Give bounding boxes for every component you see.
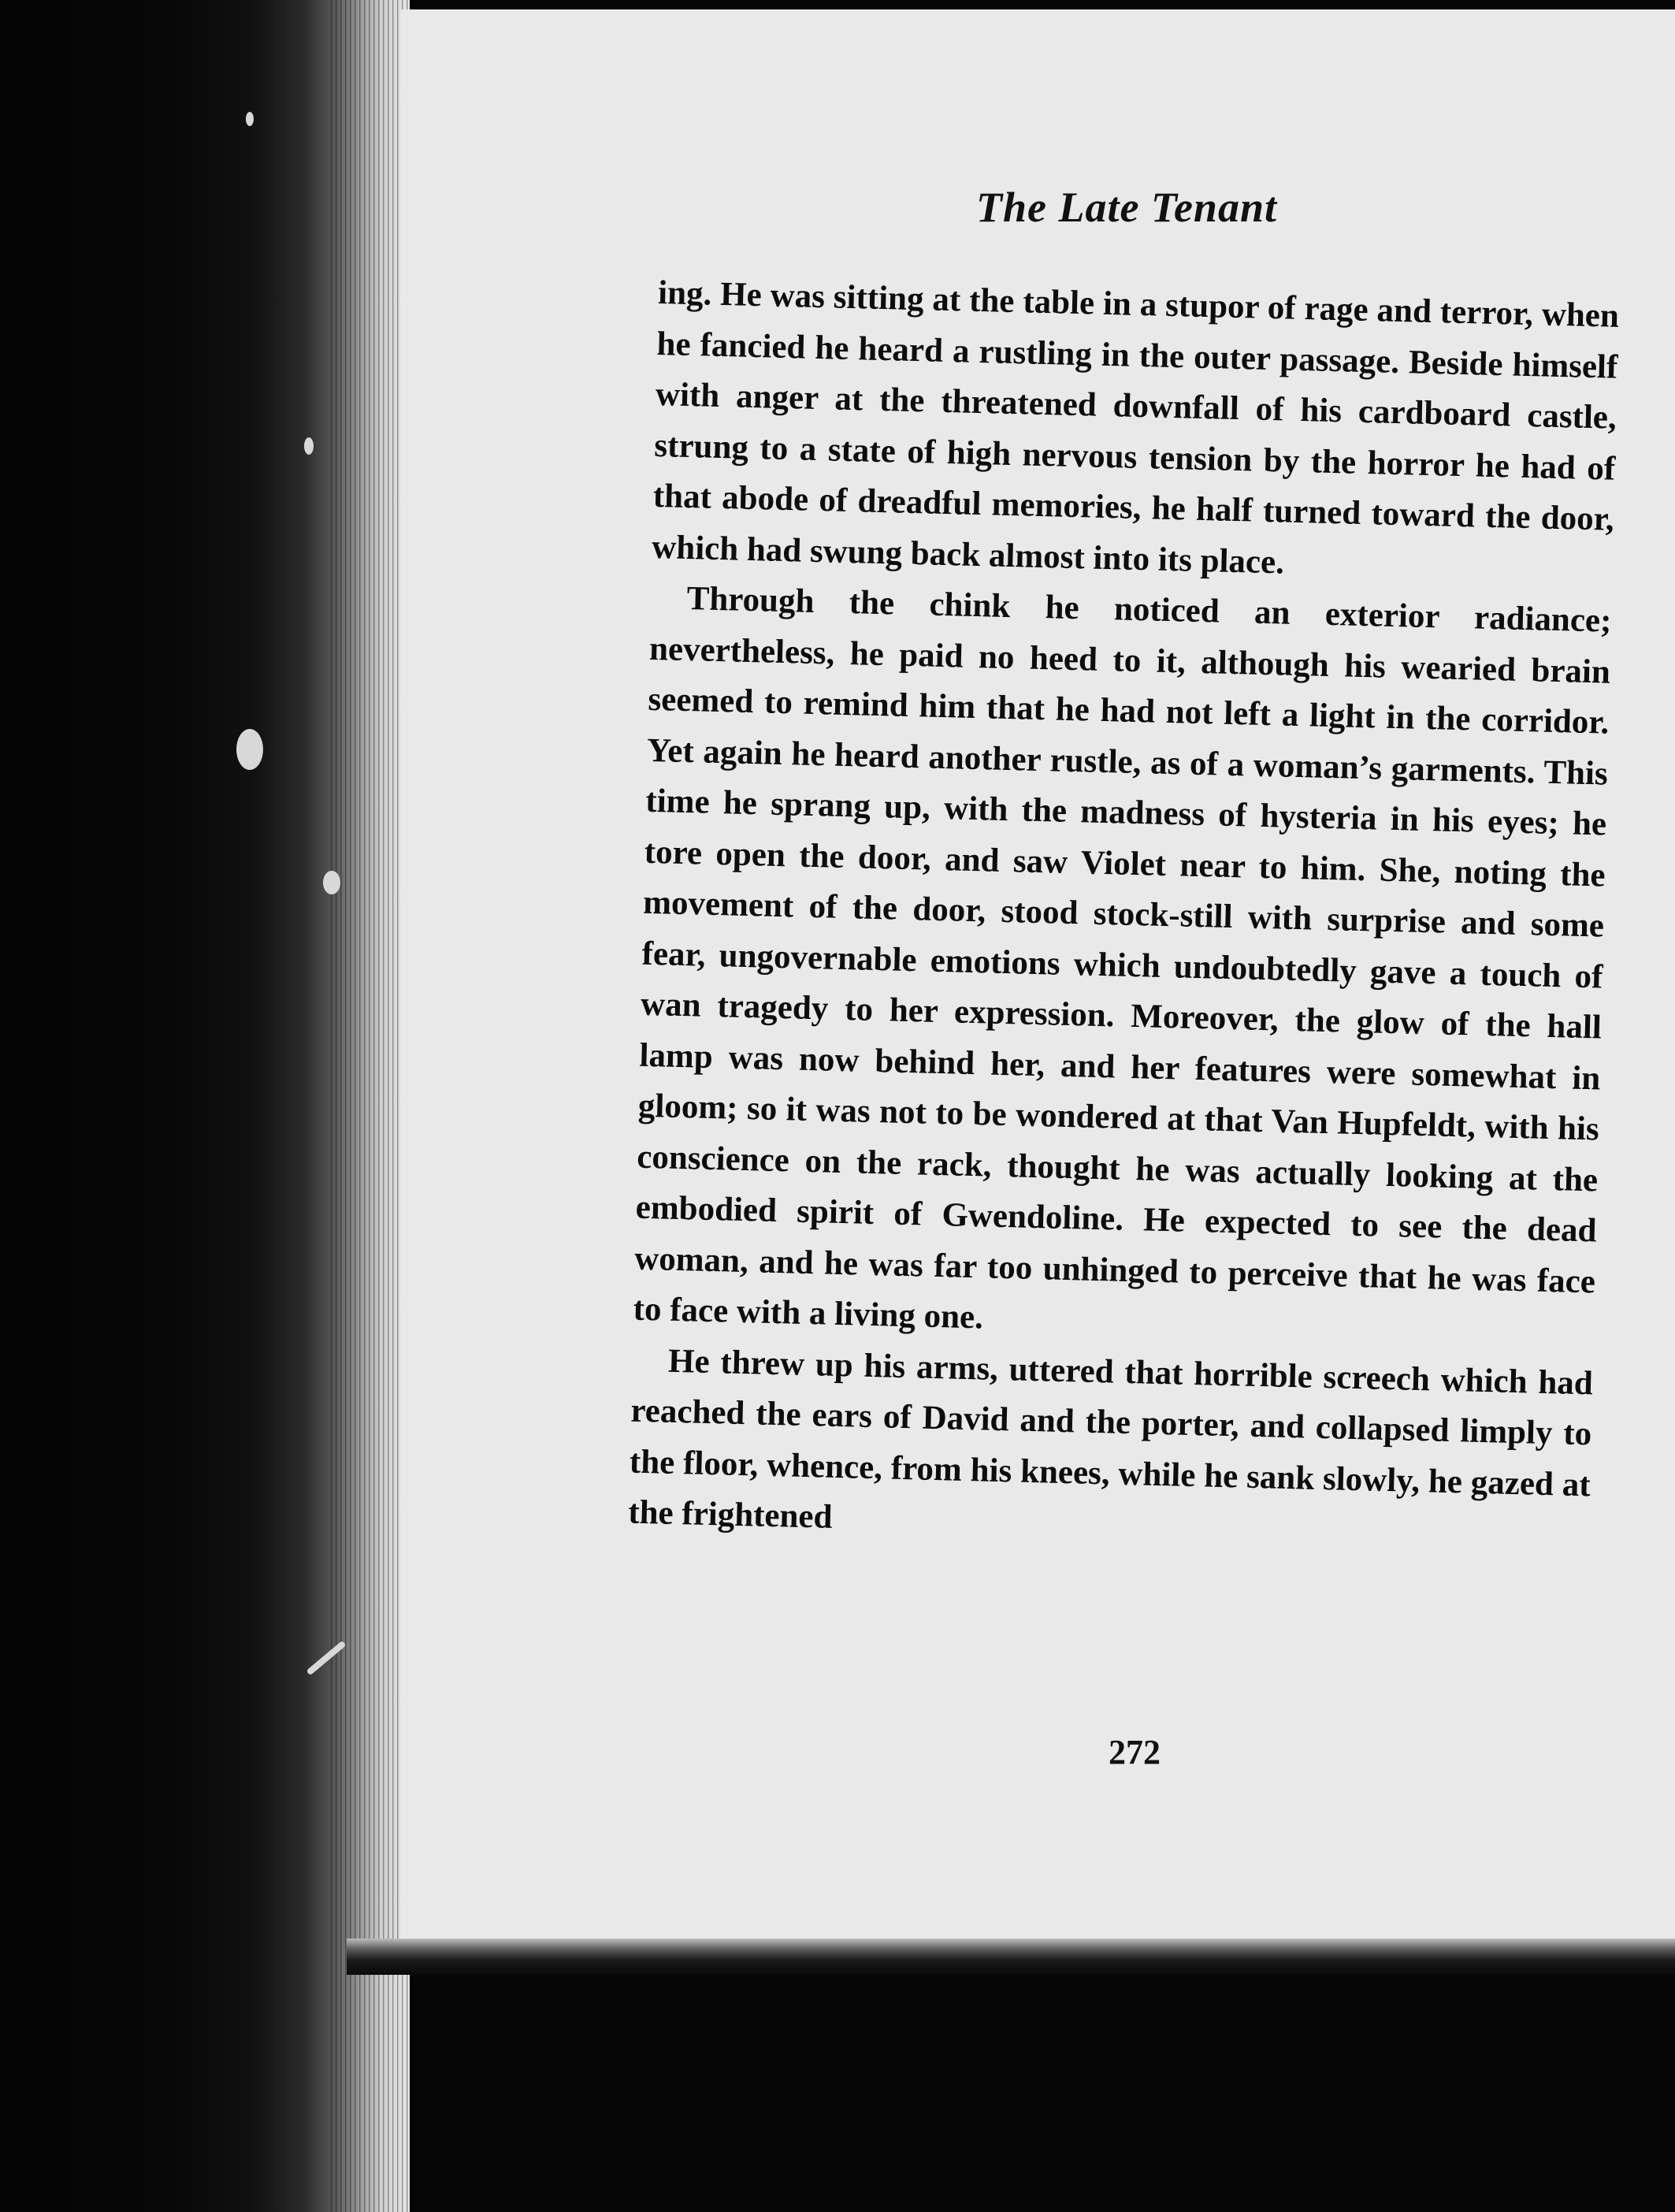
dust-speck [246,112,254,126]
paragraph-2: Through the chink he noticed an exterior radiance; nevertheless, he paid no heed to it, although his wearied brain seemed to remind him that he had not left a light in the corridor. Yet again he heard another rustle, as of a woman’s garments. This time he sprang up, with the madness of hysteria in his eyes; he tore open the door, and saw Violet near to him. She, noting the movement of the door, stood stock-still with surprise and some fear, ungovernable emotions which undoubtedly gave a touch of wan tragedy to her expression. Moreover, the glow of the hall lamp was now behind her, and her features were somewhat in gloom; so it was not to be wondered at that Van Hupfeldt, with his conscience on the rack, thought he was actually looking at the embodied spirit of Gwendoline. He expected to see the dead woman, and he was far too unhinged to perceive that he was face to face with a living one. [633,580,1612,1336]
page-bottom-edge [347,1939,1675,1975]
gutter-lines [331,0,410,2212]
paragraph-1: ing. He was sitting at the table in a stupor of rage and terror, when he fancied he heard a rustling in the outer passage. Beside himself with anger at the threatened downfall of his cardboard castle, strung to a state of high nervous tension by the horror he had of that abode of dreadful memories, he half turned toward the door, which had swung back almost into its place. [651,273,1620,582]
page-number: 272 [1109,1733,1161,1771]
running-head: The Late Tenant [975,184,1277,231]
dust-speck [236,729,263,770]
dust-speck [304,437,314,455]
body-text [628,268,1620,1562]
dust-speck [323,871,340,894]
paragraph-3: He threw up his arms, uttered that horrible screech which had reached the ears of David and the porter, and collapsed limply to the floor, whence, from his knees, while he sank slowly, he gazed at the frightened [627,1342,1594,1536]
